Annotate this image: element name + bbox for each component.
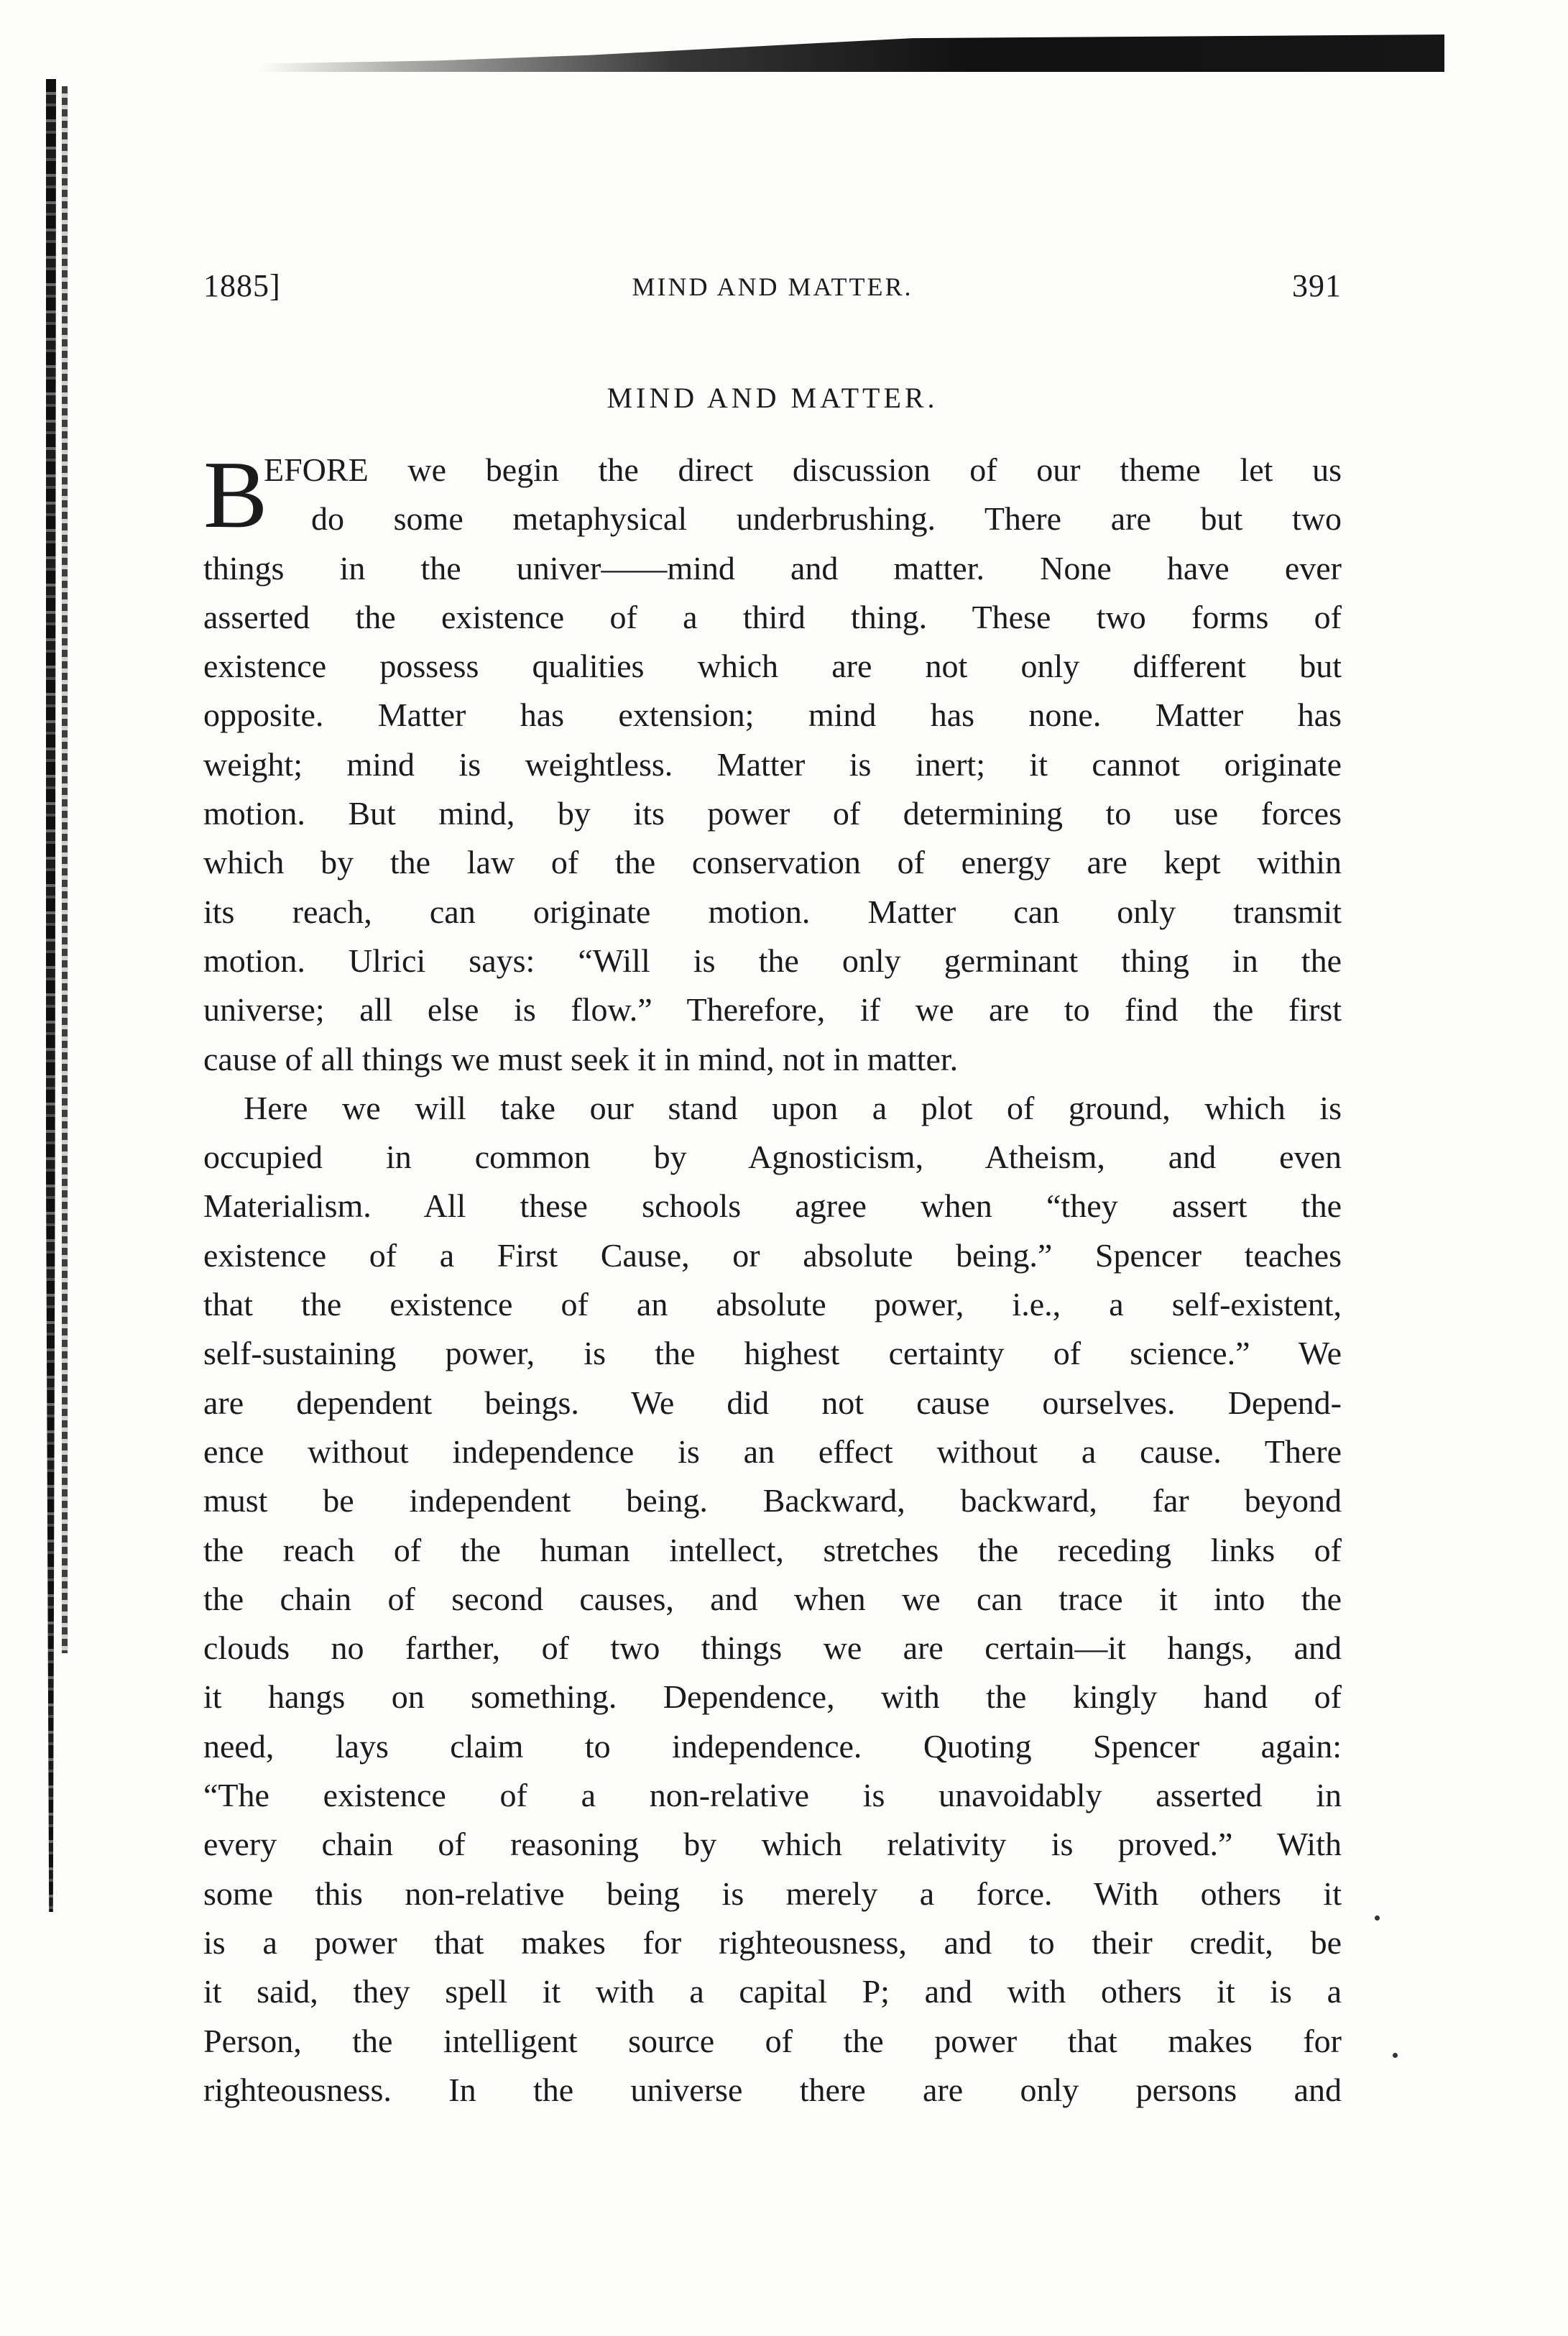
body-line: “The existence of a non-relative is unavoidably asserted in (203, 1777, 1342, 1814)
margin-mark (1393, 2053, 1398, 2058)
margin-mark (1375, 1916, 1380, 1921)
body-line: self-sustaining power, is the highest certainty of science.” We (203, 1335, 1342, 1372)
body-line: existence of a First Cause, or absolute being.” Spencer teaches (203, 1236, 1342, 1274)
body-line: things in the univer——mind and matter. None have ever (203, 549, 1342, 587)
running-head (203, 267, 1342, 311)
body-line: motion. Ulrici says: “Will is the only germinant thing in the (203, 942, 1342, 979)
scan-edge-top (259, 35, 1444, 72)
body-line: motion. But mind, by its power of determining to use forces (203, 795, 1342, 832)
body-line: Person, the intelligent source of the power that makes for (203, 2022, 1342, 2059)
body-line: do some metaphysical underbrushing. There are but two (311, 500, 1342, 538)
body-line: are dependent beings. We did not cause ourselves. Depend- (203, 1384, 1342, 1421)
body-line: which by the law of the conservation of energy are kept within (203, 844, 1342, 881)
body-line: some this non-relative being is merely a force. With others it (203, 1875, 1342, 1912)
body-line: Materialism. All these schools agree when “they assert the (203, 1187, 1342, 1225)
running-head-year: 1885] (203, 268, 281, 303)
body-line: B EFORE we begin the direct discussion of our theme let us (203, 441, 1342, 548)
body-line: the reach of the human intellect, stretches the receding links of (203, 1531, 1342, 1568)
body-line: existence possess qualities which are not only different but (203, 648, 1342, 685)
body-line: that the existence of an absolute power, i.e., a self-existent, (203, 1286, 1342, 1323)
article-body (203, 441, 1342, 2115)
page-number: 391 (1292, 268, 1342, 303)
body-line: righteousness. In the universe there are only persons and (203, 2071, 1342, 2108)
body-line: clouds no farther, of two things we are certain—it hangs, and (203, 1629, 1342, 1667)
body-line: universe; all else is flow.” Therefore, if we are to find the first (203, 991, 1342, 1029)
body-line: weight; mind is weightless. Matter is inert; it cannot originate (203, 745, 1342, 783)
body-line: opposite. Matter has extension; mind has none. Matter has (203, 696, 1342, 734)
body-line: must be independent being. Backward, backward, far beyond (203, 1482, 1342, 1519)
body-line: every chain of reasoning by which relativity is proved.” With (203, 1826, 1342, 1863)
scan-edge-left-shadow (62, 86, 68, 1653)
body-line: asserted the existence of a third thing. These two forms of (203, 598, 1342, 635)
body-line: need, lays claim to independence. Quoting Spencer again: (203, 1727, 1342, 1765)
body-line: it said, they spell it with a capital P; and with others it is a (203, 1973, 1342, 2010)
drop-cap: B (203, 441, 268, 548)
body-line: its reach, can originate motion. Matter can only transmit (203, 893, 1342, 930)
body-line: ence without independence is an effect without a cause. There (203, 1433, 1342, 1470)
running-head-title: MIND AND MATTER. (632, 272, 913, 301)
body-line: it hangs on something. Dependence, with the kingly hand of (203, 1678, 1342, 1716)
body-line: cause of all things we must seek it in mind, not in matter. (203, 1040, 959, 1077)
article-title: MIND AND MATTER. (607, 382, 939, 414)
body-line: occupied in common by Agnosticism, Atheism, and even (203, 1139, 1342, 1176)
scan-edge-left (46, 79, 56, 1912)
body-line: the chain of second causes, and when we can trace it into the (203, 1580, 1342, 1617)
body-line: Here we will take our stand upon a plot of ground, which is (244, 1089, 1342, 1126)
body-line: is a power that makes for righteousness, and to their credit, be (203, 1923, 1342, 1961)
